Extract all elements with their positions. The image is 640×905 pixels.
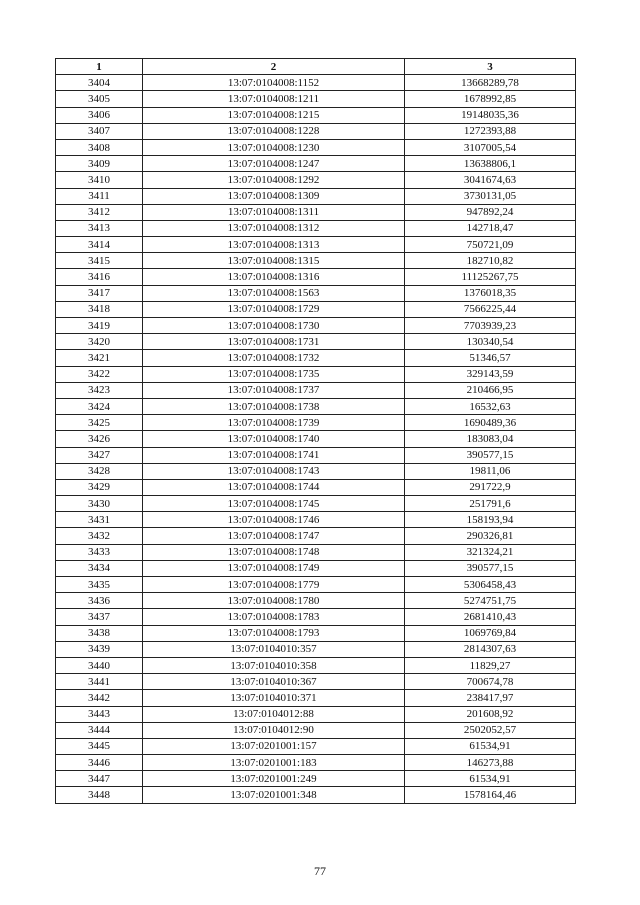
cadastral-number-cell: 13:07:0104008:1228	[143, 123, 405, 139]
row-number-cell: 3437	[56, 609, 143, 625]
table-row	[56, 188, 576, 204]
cadastral-number-cell: 13:07:0104012:90	[143, 722, 405, 738]
value-cell: 1678992,85	[405, 91, 576, 107]
table-row	[56, 107, 576, 123]
row-number-cell: 3424	[56, 398, 143, 414]
cadastral-number-cell: 13:07:0104008:1563	[143, 285, 405, 301]
cadastral-number-cell: 13:07:0104008:1729	[143, 301, 405, 317]
value-cell: 291722,9	[405, 479, 576, 495]
cadastral-number-cell: 13:07:0104008:1740	[143, 431, 405, 447]
table-row	[56, 738, 576, 754]
value-cell: 5274751,75	[405, 593, 576, 609]
value-cell: 238417,97	[405, 690, 576, 706]
column-header: 3	[405, 59, 576, 75]
row-number-cell: 3426	[56, 431, 143, 447]
row-number-cell: 3420	[56, 334, 143, 350]
value-cell: 130340,54	[405, 334, 576, 350]
cadastral-number-cell: 13:07:0104008:1312	[143, 220, 405, 236]
table-row	[56, 787, 576, 803]
row-number-cell: 3416	[56, 269, 143, 285]
value-cell: 390577,15	[405, 560, 576, 576]
cadastral-number-cell: 13:07:0104008:1152	[143, 75, 405, 91]
page-number: 77	[314, 864, 326, 878]
row-number-cell: 3428	[56, 463, 143, 479]
table-row	[56, 609, 576, 625]
cadastral-number-cell: 13:07:0104008:1316	[143, 269, 405, 285]
table-row	[56, 91, 576, 107]
cadastral-number-cell: 13:07:0104010:358	[143, 657, 405, 673]
value-cell: 390577,15	[405, 447, 576, 463]
value-cell: 61534,91	[405, 771, 576, 787]
cadastral-number-cell: 13:07:0201001:348	[143, 787, 405, 803]
row-number-cell: 3430	[56, 496, 143, 512]
table-row	[56, 577, 576, 593]
value-cell: 142718,47	[405, 220, 576, 236]
table-row	[56, 771, 576, 787]
table-row	[56, 269, 576, 285]
cadastral-number-cell: 13:07:0104008:1738	[143, 398, 405, 414]
value-cell: 1578164,46	[405, 787, 576, 803]
value-cell: 1272393,88	[405, 123, 576, 139]
table-row	[56, 657, 576, 673]
value-cell: 2814307,63	[405, 641, 576, 657]
table-row	[56, 706, 576, 722]
value-cell: 11829,27	[405, 657, 576, 673]
value-cell: 1690489,36	[405, 415, 576, 431]
table-row	[56, 139, 576, 155]
cadastral-number-cell: 13:07:0104008:1748	[143, 544, 405, 560]
cadastral-number-cell: 13:07:0104008:1741	[143, 447, 405, 463]
table-header	[56, 59, 576, 75]
cadastral-number-cell: 13:07:0104008:1739	[143, 415, 405, 431]
table-row	[56, 285, 576, 301]
cadastral-number-cell: 13:07:0201001:157	[143, 738, 405, 754]
row-number-cell: 3417	[56, 285, 143, 301]
row-number-cell: 3431	[56, 512, 143, 528]
table-body	[56, 75, 576, 803]
table-row	[56, 318, 576, 334]
row-number-cell: 3448	[56, 787, 143, 803]
row-number-cell: 3423	[56, 382, 143, 398]
cadastral-number-cell: 13:07:0104008:1215	[143, 107, 405, 123]
cadastral-number-cell: 13:07:0104008:1746	[143, 512, 405, 528]
cadastral-number-cell: 13:07:0104008:1230	[143, 139, 405, 155]
table-row	[56, 75, 576, 91]
table-row	[56, 156, 576, 172]
row-number-cell: 3406	[56, 107, 143, 123]
table-row	[56, 447, 576, 463]
row-number-cell: 3429	[56, 479, 143, 495]
table-row	[56, 366, 576, 382]
table-row	[56, 415, 576, 431]
table-row	[56, 674, 576, 690]
row-number-cell: 3441	[56, 674, 143, 690]
table-row	[56, 334, 576, 350]
value-cell: 146273,88	[405, 755, 576, 771]
table-row	[56, 350, 576, 366]
table-row	[56, 382, 576, 398]
row-number-cell: 3410	[56, 172, 143, 188]
table-row	[56, 172, 576, 188]
row-number-cell: 3444	[56, 722, 143, 738]
table-row	[56, 722, 576, 738]
value-cell: 700674,78	[405, 674, 576, 690]
row-number-cell: 3427	[56, 447, 143, 463]
table-row	[56, 690, 576, 706]
cadastral-number-cell: 13:07:0201001:183	[143, 755, 405, 771]
table-row	[56, 431, 576, 447]
cadastral-number-cell: 13:07:0201001:249	[143, 771, 405, 787]
cadastral-number-cell: 13:07:0104008:1309	[143, 188, 405, 204]
row-number-cell: 3407	[56, 123, 143, 139]
row-number-cell: 3421	[56, 350, 143, 366]
value-cell: 51346,57	[405, 350, 576, 366]
value-cell: 183083,04	[405, 431, 576, 447]
row-number-cell: 3443	[56, 706, 143, 722]
table-row	[56, 237, 576, 253]
value-cell: 19811,06	[405, 463, 576, 479]
cadastral-number-cell: 13:07:0104010:357	[143, 641, 405, 657]
table-row	[56, 253, 576, 269]
value-cell: 201608,92	[405, 706, 576, 722]
value-cell: 7566225,44	[405, 301, 576, 317]
value-cell: 947892,24	[405, 204, 576, 220]
value-cell: 19148035,36	[405, 107, 576, 123]
cadastral-number-cell: 13:07:0104008:1292	[143, 172, 405, 188]
row-number-cell: 3408	[56, 139, 143, 155]
table-row	[56, 301, 576, 317]
row-number-cell: 3413	[56, 220, 143, 236]
table-row	[56, 625, 576, 641]
value-cell: 182710,82	[405, 253, 576, 269]
row-number-cell: 3436	[56, 593, 143, 609]
cadastral-number-cell: 13:07:0104008:1730	[143, 318, 405, 334]
cadastral-number-cell: 13:07:0104008:1732	[143, 350, 405, 366]
row-number-cell: 3439	[56, 641, 143, 657]
row-number-cell: 3447	[56, 771, 143, 787]
cadastral-number-cell: 13:07:0104008:1779	[143, 577, 405, 593]
cadastral-number-cell: 13:07:0104008:1745	[143, 496, 405, 512]
column-header: 2	[143, 59, 405, 75]
table-row	[56, 220, 576, 236]
row-number-cell: 3412	[56, 204, 143, 220]
row-number-cell: 3432	[56, 528, 143, 544]
cadastral-number-cell: 13:07:0104010:367	[143, 674, 405, 690]
value-cell: 321324,21	[405, 544, 576, 560]
table-row	[56, 479, 576, 495]
value-cell: 3730131,05	[405, 188, 576, 204]
data-table	[55, 58, 576, 804]
row-number-cell: 3415	[56, 253, 143, 269]
table-row	[56, 204, 576, 220]
value-cell: 16532,63	[405, 398, 576, 414]
row-number-cell: 3422	[56, 366, 143, 382]
column-header: 1	[56, 59, 143, 75]
cadastral-number-cell: 13:07:0104008:1749	[143, 560, 405, 576]
value-cell: 329143,59	[405, 366, 576, 382]
row-number-cell: 3446	[56, 755, 143, 771]
table-row	[56, 398, 576, 414]
row-number-cell: 3411	[56, 188, 143, 204]
cadastral-number-cell: 13:07:0104008:1731	[143, 334, 405, 350]
row-number-cell: 3442	[56, 690, 143, 706]
row-number-cell: 3425	[56, 415, 143, 431]
table-row	[56, 123, 576, 139]
cadastral-number-cell: 13:07:0104008:1211	[143, 91, 405, 107]
row-number-cell: 3404	[56, 75, 143, 91]
row-number-cell: 3435	[56, 577, 143, 593]
table-row	[56, 463, 576, 479]
cadastral-number-cell: 13:07:0104012:88	[143, 706, 405, 722]
row-number-cell: 3418	[56, 301, 143, 317]
cadastral-number-cell: 13:07:0104008:1315	[143, 253, 405, 269]
header-row	[56, 59, 576, 75]
value-cell: 13668289,78	[405, 75, 576, 91]
table-row	[56, 528, 576, 544]
value-cell: 3107005,54	[405, 139, 576, 155]
table-row	[56, 560, 576, 576]
row-number-cell: 3419	[56, 318, 143, 334]
table-row	[56, 496, 576, 512]
row-number-cell: 3405	[56, 91, 143, 107]
cadastral-number-cell: 13:07:0104008:1735	[143, 366, 405, 382]
cadastral-number-cell: 13:07:0104008:1311	[143, 204, 405, 220]
value-cell: 251791,6	[405, 496, 576, 512]
table-row	[56, 755, 576, 771]
value-cell: 61534,91	[405, 738, 576, 754]
value-cell: 7703939,23	[405, 318, 576, 334]
row-number-cell: 3414	[56, 237, 143, 253]
cadastral-number-cell: 13:07:0104008:1793	[143, 625, 405, 641]
row-number-cell: 3440	[56, 657, 143, 673]
cadastral-number-cell: 13:07:0104008:1247	[143, 156, 405, 172]
row-number-cell: 3433	[56, 544, 143, 560]
table-row	[56, 593, 576, 609]
value-cell: 1069769,84	[405, 625, 576, 641]
value-cell: 2681410,43	[405, 609, 576, 625]
value-cell: 1376018,35	[405, 285, 576, 301]
row-number-cell: 3438	[56, 625, 143, 641]
cadastral-number-cell: 13:07:0104010:371	[143, 690, 405, 706]
cadastral-number-cell: 13:07:0104008:1780	[143, 593, 405, 609]
value-cell: 750721,09	[405, 237, 576, 253]
cadastral-number-cell: 13:07:0104008:1743	[143, 463, 405, 479]
value-cell: 158193,94	[405, 512, 576, 528]
row-number-cell: 3434	[56, 560, 143, 576]
cadastral-number-cell: 13:07:0104008:1744	[143, 479, 405, 495]
cadastral-number-cell: 13:07:0104008:1313	[143, 237, 405, 253]
cadastral-number-cell: 13:07:0104008:1747	[143, 528, 405, 544]
value-cell: 2502052,57	[405, 722, 576, 738]
row-number-cell: 3445	[56, 738, 143, 754]
value-cell: 3041674,63	[405, 172, 576, 188]
table-row	[56, 544, 576, 560]
value-cell: 11125267,75	[405, 269, 576, 285]
value-cell: 5306458,43	[405, 577, 576, 593]
value-cell: 290326,81	[405, 528, 576, 544]
cadastral-number-cell: 13:07:0104008:1783	[143, 609, 405, 625]
row-number-cell: 3409	[56, 156, 143, 172]
table-row	[56, 512, 576, 528]
cadastral-number-cell: 13:07:0104008:1737	[143, 382, 405, 398]
table-row	[56, 641, 576, 657]
value-cell: 13638806,1	[405, 156, 576, 172]
value-cell: 210466,95	[405, 382, 576, 398]
